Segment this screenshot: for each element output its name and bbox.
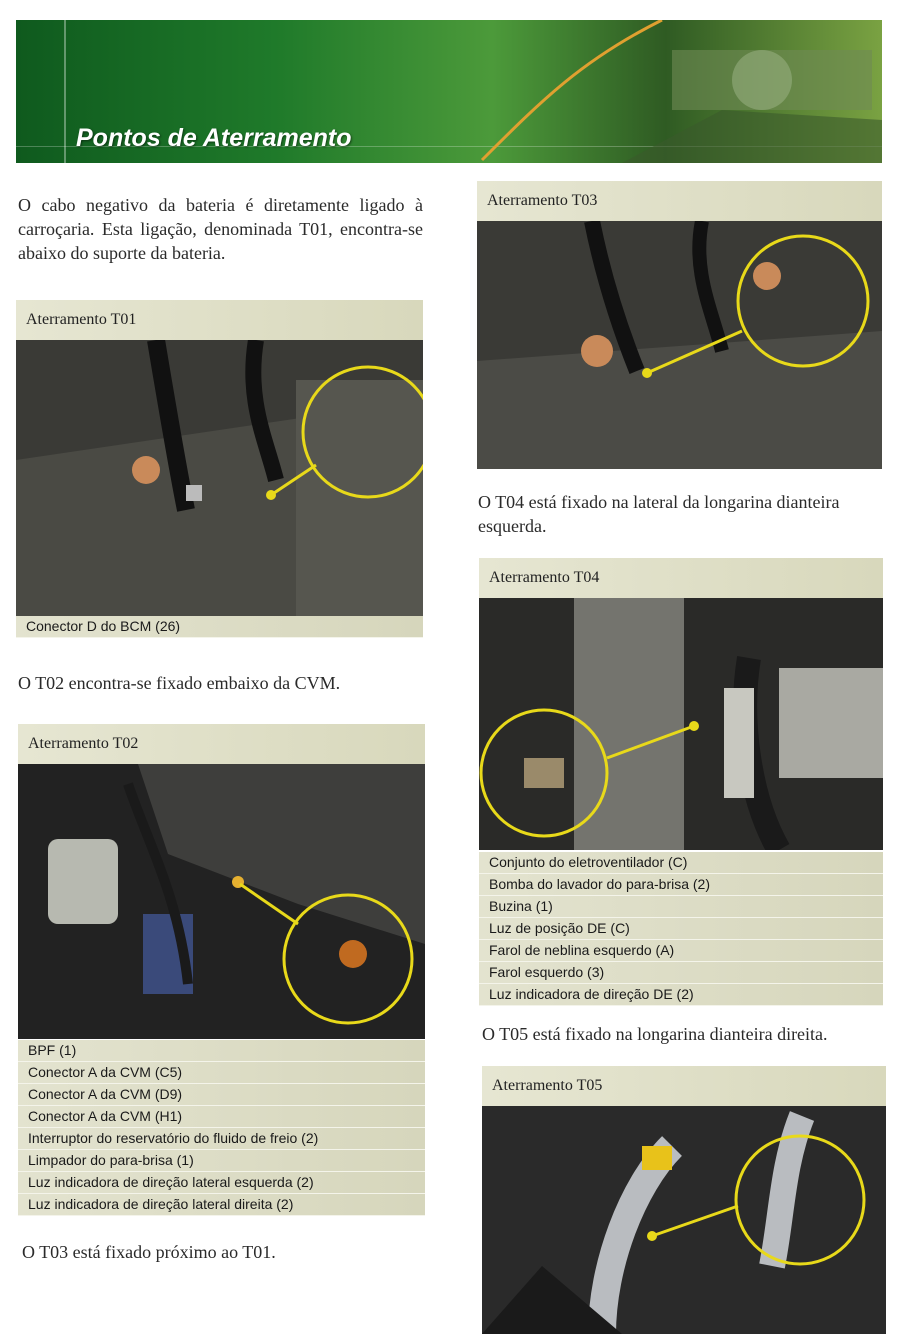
banner-engine-image	[422, 20, 882, 163]
list-item: Bomba do lavador do para-brisa (2)	[479, 874, 883, 896]
list-item: Conector A da CVM (H1)	[18, 1106, 425, 1128]
t05-caption: Aterramento T05	[482, 1066, 886, 1106]
t04-photo	[479, 598, 883, 850]
t02-list	[18, 1040, 425, 1216]
t03-paragraph: O T03 está fixado próximo ao T01.	[22, 1242, 276, 1262]
list-item: Conector D do BCM (26)	[16, 616, 423, 638]
t02-paragraph: O T02 encontra-se fixado embaixo da CVM.	[18, 673, 341, 693]
list-item: Buzina (1)	[479, 896, 883, 918]
t01-caption: Aterramento T01	[16, 300, 423, 340]
banner-divider	[64, 20, 66, 163]
list-item: Conector A da CVM (C5)	[18, 1062, 425, 1084]
t03-caption: Aterramento T03	[477, 181, 882, 221]
list-item: Farol de neblina esquerdo (A)	[479, 940, 883, 962]
list-item: Conjunto do eletroventilador (C)	[479, 852, 883, 874]
t03-photo	[477, 221, 882, 469]
list-item: Interruptor do reservatório do fluido de freio (2)	[18, 1128, 425, 1150]
t04-paragraph: O T04 está fixado na lateral da longarina dianteira esquerda.	[478, 492, 840, 536]
list-item: BPF (1)	[18, 1040, 425, 1062]
list-item: Conector A da CVM (D9)	[18, 1084, 425, 1106]
t05-paragraph: O T05 está fixado na longarina dianteira direita.	[482, 1024, 828, 1044]
t04-list	[479, 852, 883, 1006]
t01-photo	[16, 340, 423, 616]
t02-caption: Aterramento T02	[18, 724, 425, 764]
list-item: Limpador do para-brisa (1)	[18, 1150, 425, 1172]
list-item: Luz indicadora de direção lateral esquerda (2)	[18, 1172, 425, 1194]
list-item: Luz de posição DE (C)	[479, 918, 883, 940]
list-item: Luz indicadora de direção lateral direita (2)	[18, 1194, 425, 1216]
header-banner	[16, 20, 882, 163]
list-item: Farol esquerdo (3)	[479, 962, 883, 984]
t05-photo	[482, 1106, 886, 1334]
t02-photo	[18, 764, 425, 1039]
page-title: Pontos de Aterramento	[76, 124, 352, 152]
intro-paragraph: O cabo negativo da bateria é diretamente ligado à carroçaria. Esta ligação, denominada T01, encontra-se abaixo do suporte da bateria.	[18, 195, 423, 263]
list-item: Luz indicadora de direção DE (2)	[479, 984, 883, 1006]
t01-list	[16, 616, 423, 638]
t04-caption: Aterramento T04	[479, 558, 883, 598]
